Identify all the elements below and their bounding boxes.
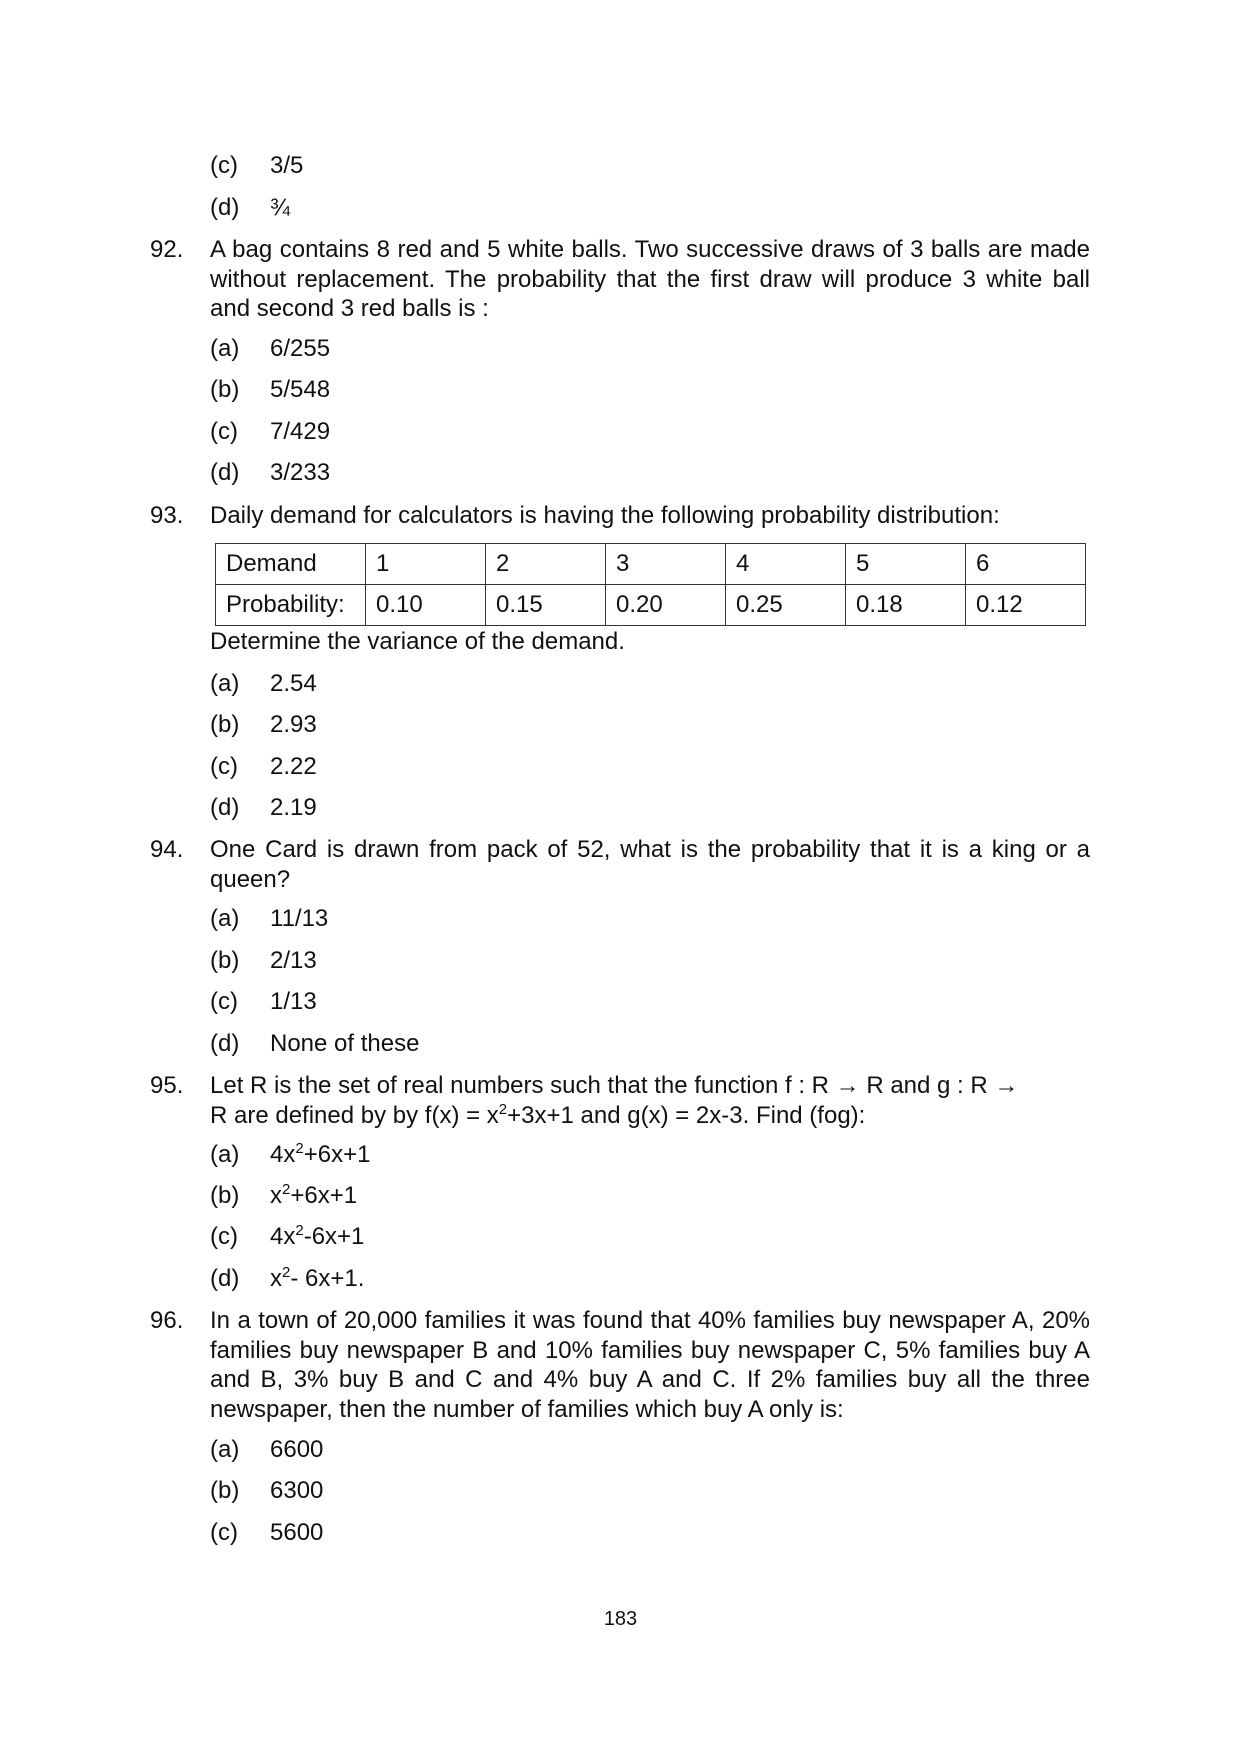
question-followup: Determine the variance of the demand.	[210, 628, 625, 655]
option-c: (c) 3/5	[210, 152, 304, 179]
question-text: Daily demand for calculators is having the following probability distribution:	[210, 502, 1000, 529]
table-cell: 5	[846, 544, 966, 585]
option-b: (b) 2.93	[210, 711, 317, 738]
option-b: (b) 6300	[210, 1477, 324, 1504]
option-c: (c) 2.22	[210, 753, 317, 780]
table-row	[216, 544, 1086, 585]
question-number: 95.	[150, 1072, 184, 1099]
table-cell: 0.25	[726, 585, 846, 626]
table-cell: 2	[486, 544, 606, 585]
option-c: (c) 7/429	[210, 418, 331, 445]
table-cell: 0.15	[486, 585, 606, 626]
question-text: A bag contains 8 red and 5 white balls. Two successive draws of 3 balls are made without replacement. The probability that the first draw will produce 3 white ball and second 3 red balls is :	[210, 236, 1090, 322]
option-c: (c) 1/13	[210, 988, 317, 1015]
probability-table	[215, 543, 1086, 626]
question-number: 92.	[150, 236, 184, 263]
option-d: (d) 2.19	[210, 794, 317, 821]
option-b: (b) 5/548	[210, 376, 331, 403]
table-cell: 0.18	[846, 585, 966, 626]
table-cell: 0.10	[366, 585, 486, 626]
table-cell: 3	[606, 544, 726, 585]
page-number: 183	[603, 1608, 638, 1630]
option-c: (c) 5600	[210, 1519, 324, 1546]
table-cell: 6	[966, 544, 1086, 585]
option-d: (d) ¾	[210, 194, 291, 221]
table-cell: 1	[366, 544, 486, 585]
question-text: Let R is the set of real numbers such that the function f : R → R and g : R → R are defined by by $f(x) = x^2+3x+1$ and g(x) = 2x-3. Find (fog):	[210, 1072, 1019, 1129]
option-a: (a) $4x^2+6x+1$	[210, 1140, 371, 1168]
option-a: (a) 11/13	[210, 905, 329, 932]
question-text: In a town of 20,000 families it was found that 40% families buy newspaper A, 20% families buy newspaper B and 10% families buy newspaper C, 5% families buy A and B, 3% buy B and C and 4% buy A and C. If 2% families buy all the three newspaper, then the number of families which buy A only is:	[210, 1307, 1090, 1423]
option-b: (b) $x^2+6x+1$	[210, 1181, 358, 1209]
option-d: (d) 3/233	[210, 459, 331, 486]
option-b: (b) 2/13	[210, 947, 317, 974]
table-cell: 0.12	[966, 585, 1086, 626]
option-a: (a) 6600	[210, 1436, 324, 1463]
table-row	[216, 585, 1086, 626]
option-c: (c) $4x^2-6x+1$	[210, 1222, 365, 1250]
question-number: 96.	[150, 1307, 184, 1334]
option-d: (d) $x^2-$ 6x+1.	[210, 1264, 365, 1292]
table-cell: Probability:	[216, 585, 366, 626]
option-d: (d) None of these	[210, 1030, 420, 1057]
table-cell: Demand	[216, 544, 366, 585]
question-text: One Card is drawn from pack of 52, what is the probability that it is a king or a queen?	[210, 836, 1090, 893]
table-cell: 0.20	[606, 585, 726, 626]
option-a: (a) 6/255	[210, 335, 331, 362]
option-a: (a) 2.54	[210, 670, 317, 697]
table-cell: 4	[726, 544, 846, 585]
question-number: 94.	[150, 836, 184, 863]
question-number: 93.	[150, 502, 184, 529]
